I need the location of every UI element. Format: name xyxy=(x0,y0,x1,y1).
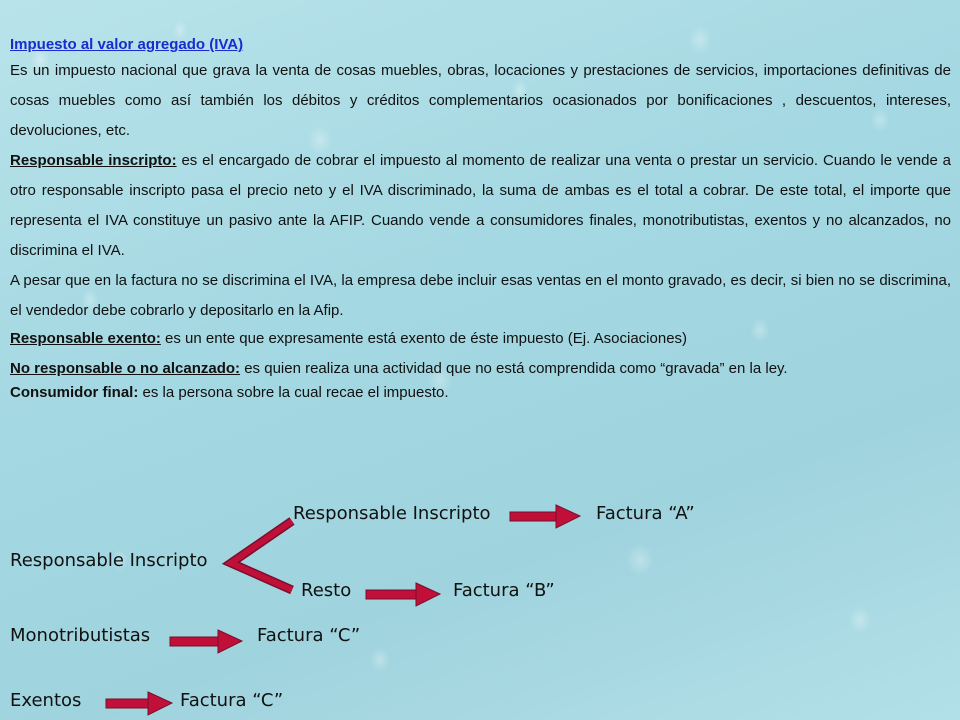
term-responsable-exento: Responsable exento: xyxy=(10,330,161,347)
arrow-exentos-to-factura-c xyxy=(106,692,172,715)
consumidor-final-text: es la persona sobre la cual recae el impuesto. xyxy=(138,384,449,401)
monotributistas-label: Monotributistas xyxy=(10,625,151,646)
responsable-inscripto-text: es el encargado de cobrar el impuesto al momento de realizar una venta o prestar un servicio. Cuando le vende a otro responsable inscripto pasa el precio neto y el IVA discriminado, la suma de ambas es el total a cobrar. De este total, el importe que representa el IVA constituye un pasivo ante la AFIP. Cuando vende a consumidores finales, monotributistas, exentos y no alcanzados, no discrimina el IVA. xyxy=(10,152,951,259)
arrow-to-factura-b xyxy=(366,583,440,606)
branch-responsable-inscripto-label: Responsable Inscripto xyxy=(293,503,491,524)
a-pesar-paragraph: A pesar que en la factura no se discrimina el IVA, la empresa debe incluir esas ventas en el monto gravado, es decir, si bien no se discrimina, el vendedor debe cobrarlo y depositarlo en la Afip. xyxy=(10,272,951,319)
factura-c-exentos-label: Factura “C” xyxy=(180,690,284,711)
term-responsable-inscripto: Responsable inscripto: xyxy=(10,152,177,169)
responsable-exento-text: es un ente que expresamente está exento de éste impuesto (Ej. Asociaciones) xyxy=(160,330,688,347)
factura-c-monotributistas-label: Factura “C” xyxy=(257,625,361,646)
intro-paragraph: Es un impuesto nacional que grava la venta de cosas muebles, obras, locaciones y prestaciones de servicios, importaciones definitivas de cosas muebles como así también los débitos y créditos complementarios ocasionados por bonificaciones , descuentos, intereses, devoluciones, etc. xyxy=(10,62,951,139)
arrow-monotributistas-to-factura-c xyxy=(170,630,242,653)
resto-label: Resto xyxy=(301,580,352,601)
fork-shape xyxy=(231,521,292,590)
exentos-label: Exentos xyxy=(10,690,82,711)
no-responsable-text: es quien realiza una actividad que no está comprendida como “gravada” en la ley. xyxy=(240,360,788,377)
source-responsable-inscripto-label: Responsable Inscripto xyxy=(10,550,208,571)
factura-b-label: Factura “B” xyxy=(453,580,555,601)
term-consumidor-final: Consumidor final: xyxy=(10,384,139,401)
factura-a-label: Factura “A” xyxy=(596,503,695,524)
document-title: Impuesto al valor agregado (IVA) xyxy=(10,36,244,53)
term-no-responsable: No responsable o no alcanzado: xyxy=(10,360,241,377)
arrow-to-factura-a xyxy=(510,505,580,528)
